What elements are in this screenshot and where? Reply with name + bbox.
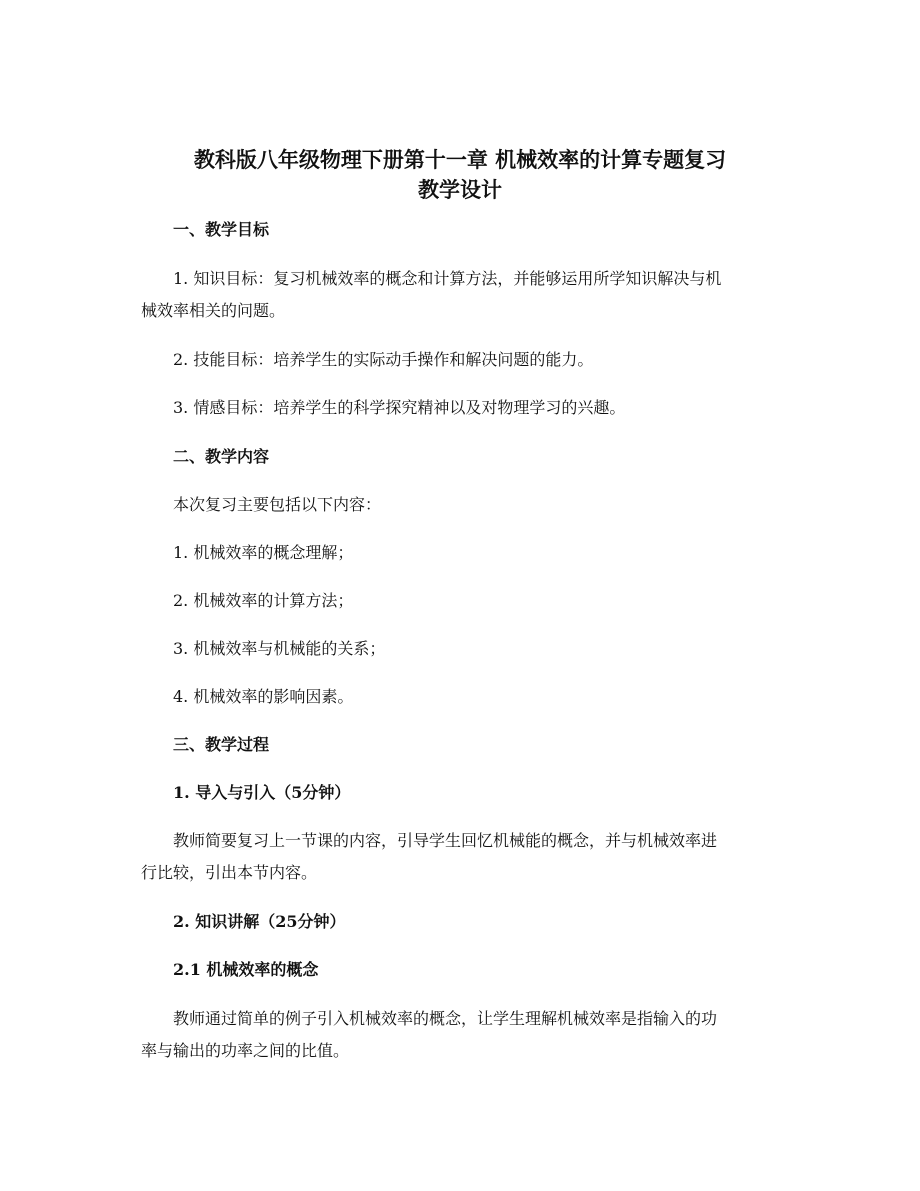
content-item-2: 2. 机械效率的计算方法； [173,591,354,610]
process-step-1-line-1: 教师简要复习上一节课的内容，引导学生回忆机械能的概念，并与机械效率进 [173,831,718,850]
process-step-2-1-heading: 2.1 机械效率的概念 [173,960,319,979]
section-heading-content: 二、教学内容 [173,447,270,466]
goal-item-2: 2. 技能目标：培养学生的实际动手操作和解决问题的能力。 [173,350,594,369]
process-step-1-heading: 1. 导入与引入（5分钟） [173,783,351,802]
section-heading-process: 三、教学过程 [173,735,270,754]
process-step-1-line-2: 行比较，引出本节内容。 [141,863,318,882]
process-step-2-1-line-2: 率与输出的功率之间的比值。 [141,1041,350,1060]
content-intro: 本次复习主要包括以下内容： [173,495,382,514]
content-item-4: 4. 机械效率的影响因素。 [173,687,354,706]
goal-item-1-line-1: 1. 知识目标：复习机械效率的概念和计算方法，并能够运用所学知识解决与机 [173,269,722,288]
content-item-1: 1. 机械效率的概念理解； [173,543,354,562]
content-item-3: 3. 机械效率与机械能的关系； [173,639,386,658]
goal-item-3: 3. 情感目标：培养学生的科学探究精神以及对物理学习的兴趣。 [173,398,626,417]
process-step-2-heading: 2. 知识讲解（25分钟） [173,912,346,931]
section-heading-goals: 一、教学目标 [173,220,270,239]
goal-item-1-line-2: 械效率相关的问题。 [141,301,286,320]
document-title-line-1: 教科版八年级物理下册第十一章 机械效率的计算专题复习 [193,147,727,172]
process-step-2-1-line-1: 教师通过简单的例子引入机械效率的概念，让学生理解机械效率是指输入的功 [173,1009,718,1028]
document-title-line-2: 教学设计 [418,177,502,202]
